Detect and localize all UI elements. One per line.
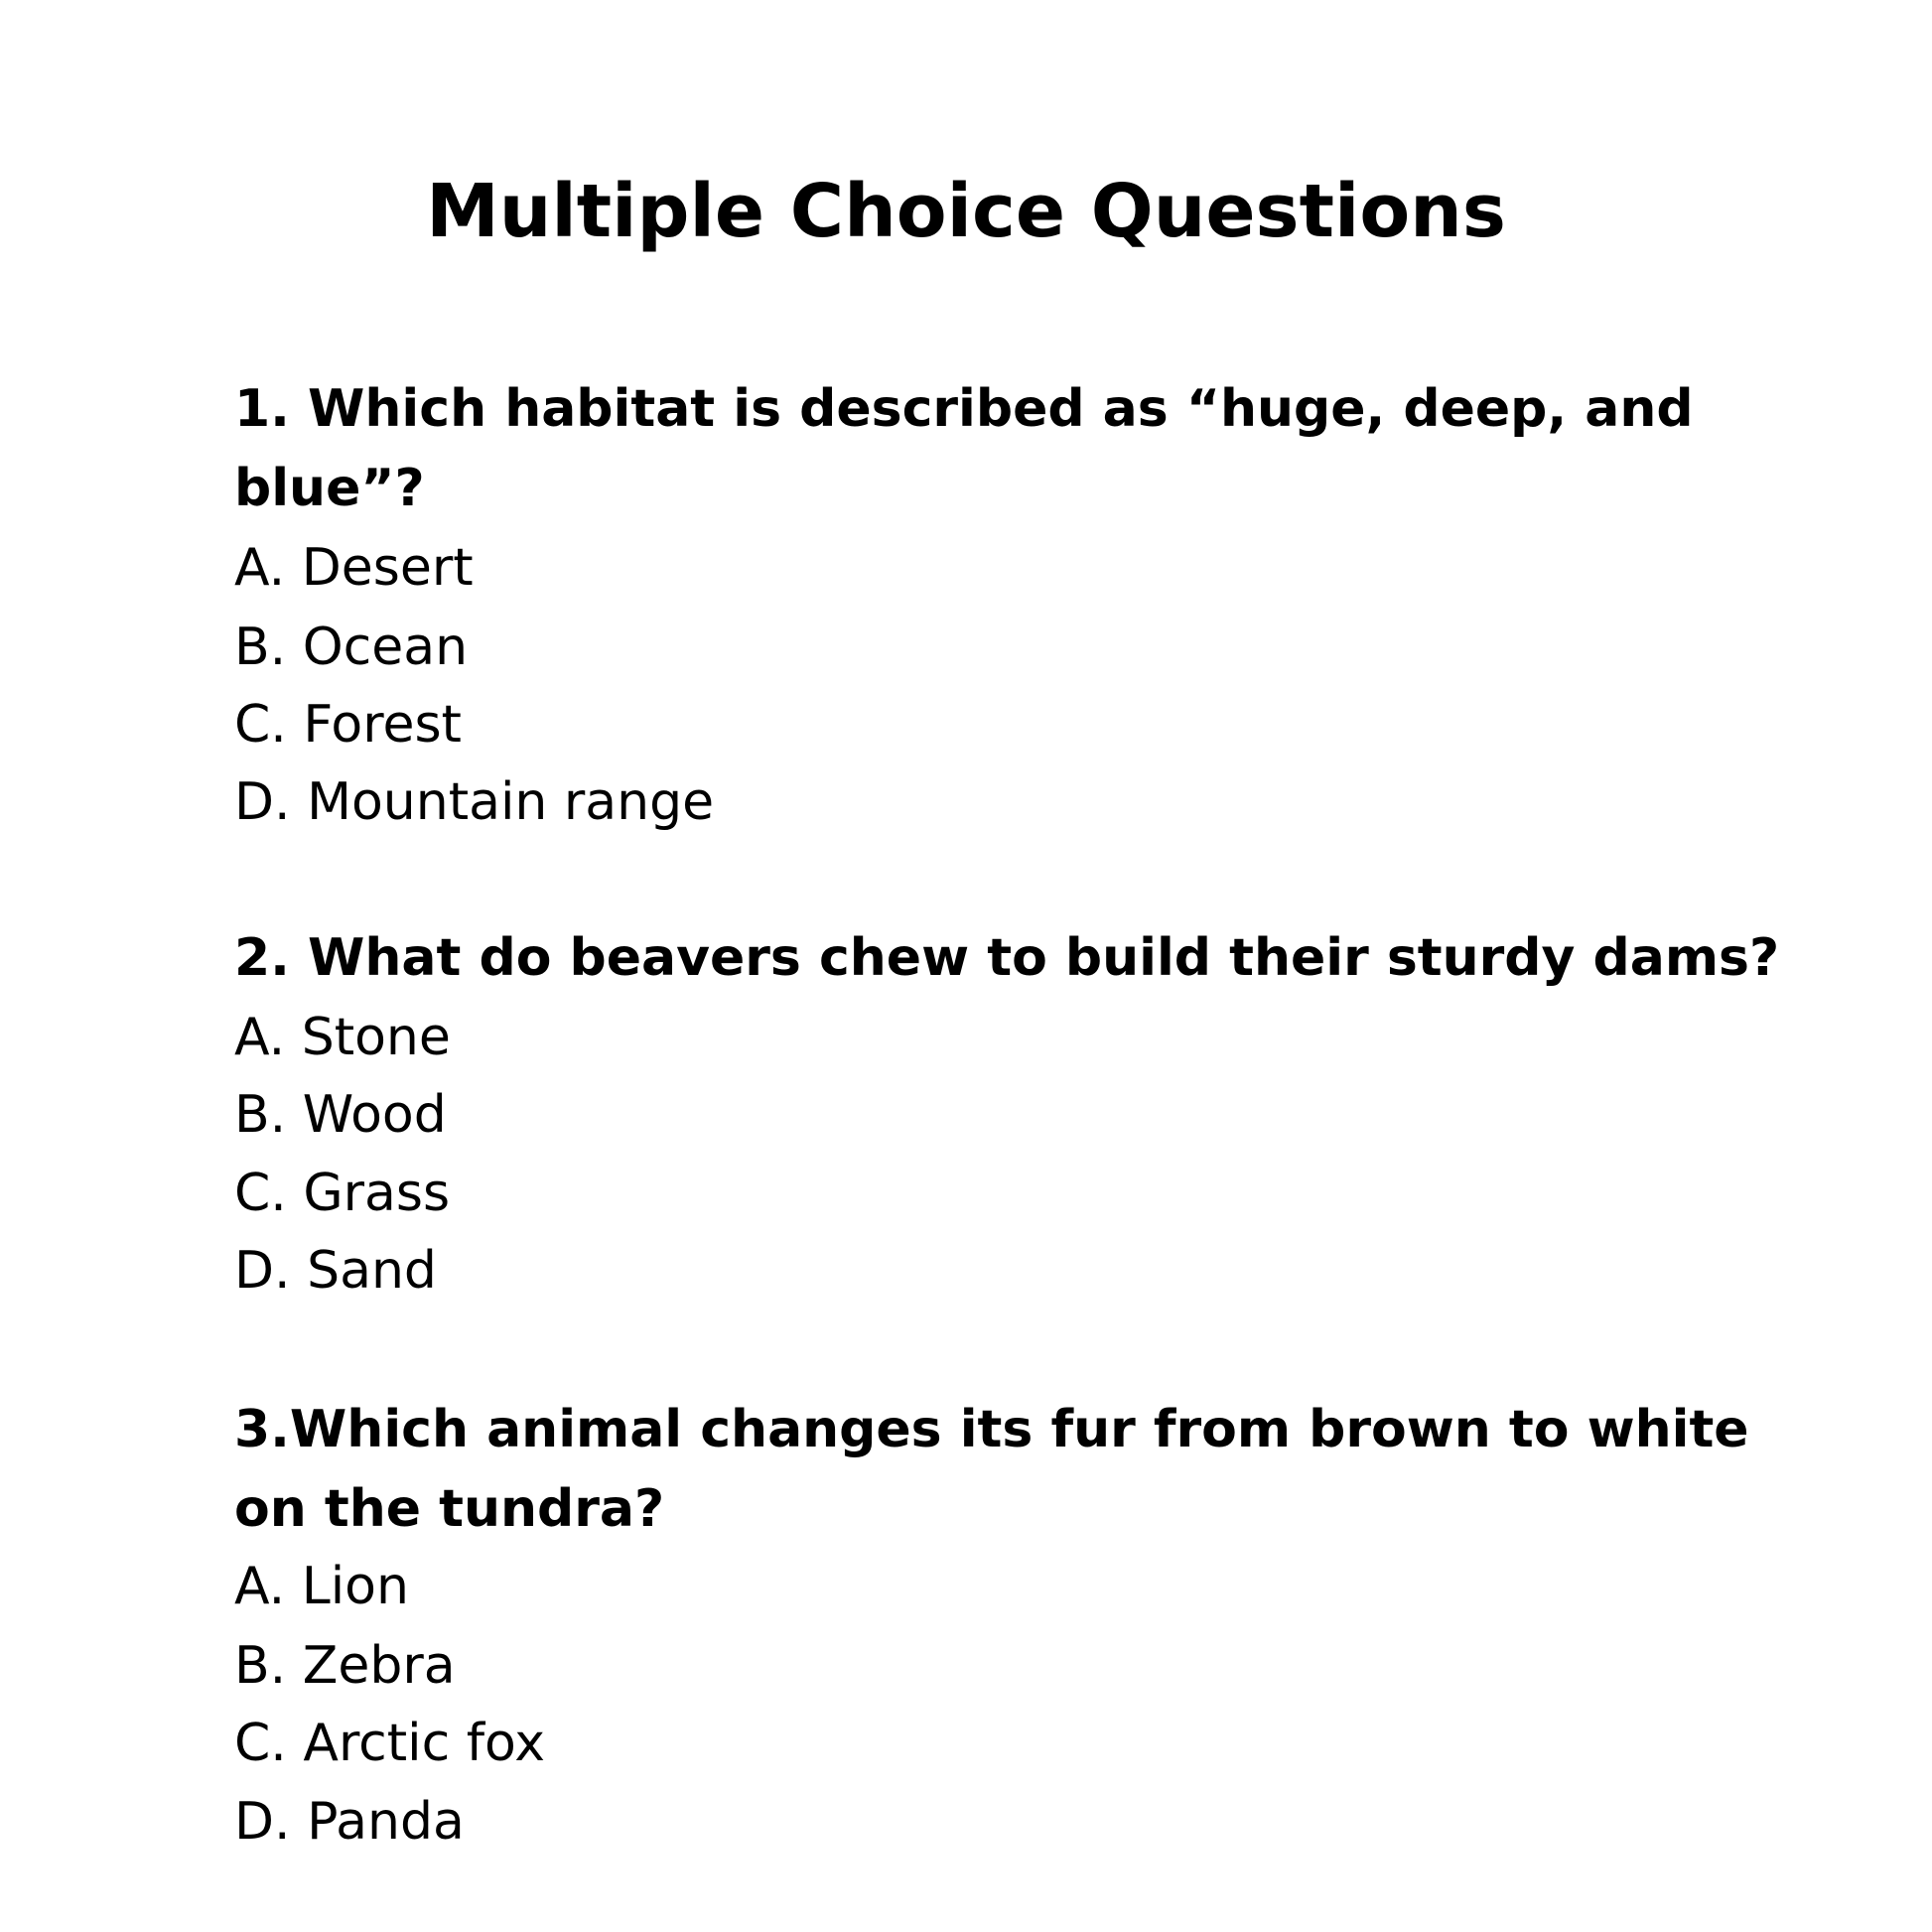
- answer-option: D. Panda: [234, 1792, 465, 1852]
- answer-option: D. Mountain range: [234, 772, 715, 832]
- answer-option: B. Ocean: [234, 618, 469, 677]
- answer-option: B. Wood: [234, 1085, 447, 1145]
- answer-option: C. Arctic fox: [234, 1714, 546, 1773]
- question-text-line: blue”?: [234, 459, 425, 518]
- answer-option: C. Grass: [234, 1164, 451, 1223]
- answer-option: A. Desert: [234, 538, 474, 598]
- answer-option: B. Zebra: [234, 1636, 456, 1696]
- answer-option: D. Sand: [234, 1241, 437, 1301]
- question-text-line: 1. Which habitat is described as “huge, deep, and: [234, 379, 1694, 439]
- question-text-line: on the tundra?: [234, 1479, 665, 1539]
- answer-option: A. Stone: [234, 1008, 451, 1067]
- answer-option: A. Lion: [234, 1557, 409, 1616]
- answer-option: C. Forest: [234, 695, 462, 755]
- question-text-line: 3.Which animal changes its fur from brown to white: [234, 1400, 1749, 1459]
- question-text-line: 2. What do beavers chew to build their sturdy dams?: [234, 928, 1780, 988]
- page-title: Multiple Choice Questions: [426, 169, 1506, 254]
